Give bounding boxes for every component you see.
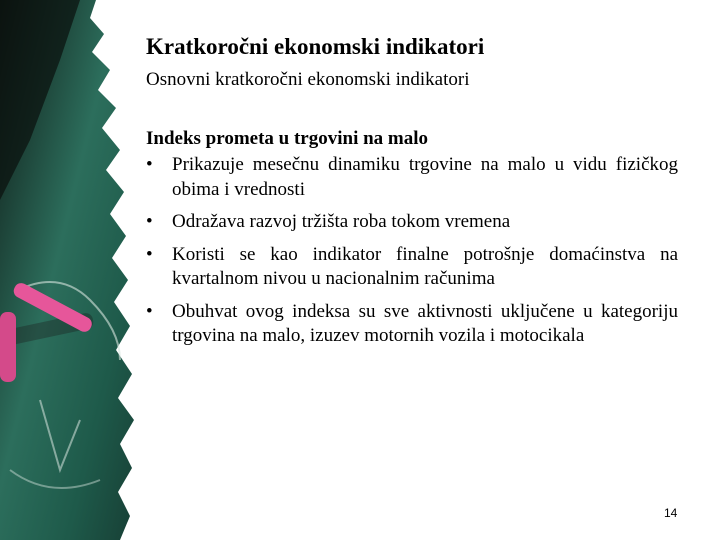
bullet-marker: • [146, 154, 153, 175]
slide-title: Kratkoročni ekonomski indikatori [146, 34, 485, 59]
bullet-item [146, 300, 678, 349]
bullet-marker: • [146, 211, 153, 232]
section-heading: Indeks prometa u trgovini na malo [146, 128, 429, 149]
bullet-marker: • [146, 243, 153, 265]
bullet-item [146, 153, 678, 202]
bullet-item [146, 210, 678, 235]
bullet-marker: • [146, 300, 153, 322]
chalkboard-decoration [0, 0, 140, 540]
bullet-text: Koristi se kao indikator finalne potrošnje domaćinstva na kvartalnom nivou u nacionalnim računima [172, 243, 678, 289]
bullet-text: Prikazuje mesečnu dinamiku trgovine na malo u vidu fizičkog obima i vrednosti [172, 154, 678, 200]
page-number: 14 [664, 506, 678, 520]
slide-content [146, 126, 678, 357]
bullet-text: Obuhvat ovog indeksa su sve aktivnosti uključene u kategoriju trgovina na malo, izuzev motornih vozila i motocikala [172, 300, 678, 346]
bullet-list [146, 153, 678, 349]
slide-subtitle: Osnovni kratkoročni ekonomski indikatori [146, 69, 470, 90]
bullet-item [146, 243, 678, 292]
bullet-text: Odražava razvoj tržišta roba tokom vremena [172, 211, 511, 232]
